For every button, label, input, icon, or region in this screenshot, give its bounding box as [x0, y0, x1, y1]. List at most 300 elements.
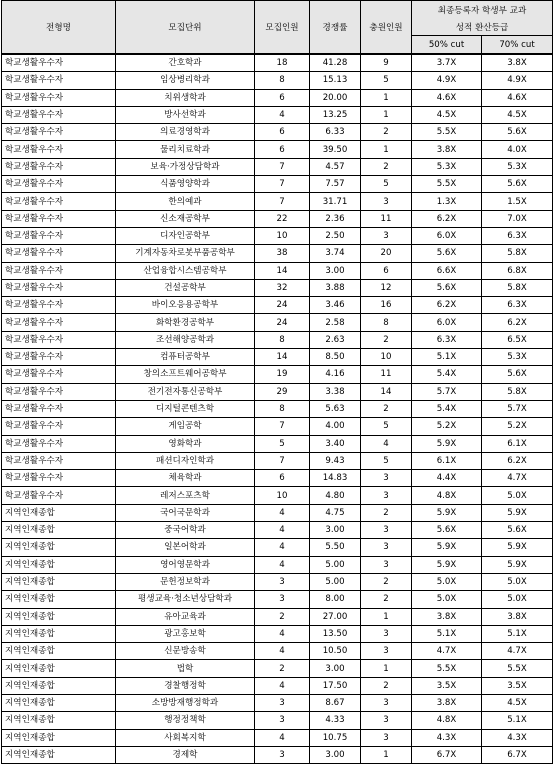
header-grade-group-line2: 성적 환산등급	[412, 18, 553, 36]
cell-quota: 8	[255, 331, 310, 348]
cell-quota: 2	[255, 660, 310, 677]
cell-type: 학교생활우수자	[2, 176, 116, 193]
cell-unit: 영어영문학과	[116, 556, 255, 573]
cell-quota: 2	[255, 608, 310, 625]
cell-cut70: 4.7X	[482, 470, 553, 487]
cell-competition: 4.80	[310, 487, 361, 504]
cell-cut70: 4.5X	[482, 694, 553, 711]
cell-competition: 4.00	[310, 418, 361, 435]
cell-cut50: 1.3X	[412, 193, 482, 210]
cell-type: 학교생활우수자	[2, 349, 116, 366]
cell-cut70: 5.6X	[482, 522, 553, 539]
cell-additional: 2	[361, 591, 412, 608]
cell-cut50: 5.9X	[412, 504, 482, 521]
cell-quota: 10	[255, 487, 310, 504]
cell-cut70: 6.2X	[482, 314, 553, 331]
cell-cut50: 4.8X	[412, 712, 482, 729]
cell-additional: 4	[361, 435, 412, 452]
cell-competition: 10.75	[310, 729, 361, 746]
cell-competition: 5.50	[310, 539, 361, 556]
cell-cut70: 5.7X	[482, 400, 553, 417]
table-row	[2, 522, 553, 539]
cell-cut50: 5.9X	[412, 556, 482, 573]
cell-cut70: 1.5X	[482, 193, 553, 210]
cell-competition: 2.58	[310, 314, 361, 331]
cell-type: 학교생활우수자	[2, 435, 116, 452]
table-row	[2, 158, 553, 175]
cell-unit: 의료경영학과	[116, 124, 255, 141]
table-body	[2, 54, 553, 764]
cell-type: 학교생활우수자	[2, 141, 116, 158]
cell-cut50: 5.3X	[412, 158, 482, 175]
cell-unit: 패션디자인학과	[116, 452, 255, 469]
cell-competition: 3.38	[310, 383, 361, 400]
cell-competition: 3.00	[310, 522, 361, 539]
cell-type: 학교생활우수자	[2, 106, 116, 123]
cell-type: 지역인재종합	[2, 712, 116, 729]
cell-cut70: 5.1X	[482, 712, 553, 729]
table-row	[2, 435, 553, 452]
cell-additional: 3	[361, 470, 412, 487]
cell-cut70: 6.2X	[482, 452, 553, 469]
cell-type: 지역인재종합	[2, 643, 116, 660]
table-row	[2, 712, 553, 729]
cell-type: 학교생활우수자	[2, 193, 116, 210]
header-cut70: 70% cut	[482, 36, 553, 55]
cell-type: 학교생활우수자	[2, 72, 116, 89]
cell-cut70: 6.5X	[482, 331, 553, 348]
cell-additional: 2	[361, 331, 412, 348]
cell-quota: 7	[255, 158, 310, 175]
cell-competition: 17.50	[310, 677, 361, 694]
cell-type: 학교생활우수자	[2, 279, 116, 296]
admission-results-table	[1, 0, 553, 764]
cell-cut50: 6.6X	[412, 262, 482, 279]
table-row	[2, 625, 553, 642]
cell-cut70: 3.5X	[482, 677, 553, 694]
cell-quota: 18	[255, 54, 310, 72]
cell-type: 학교생활우수자	[2, 400, 116, 417]
cell-cut70: 5.6X	[482, 176, 553, 193]
table-row	[2, 556, 553, 573]
cell-unit: 기계자동차로봇부품공학부	[116, 245, 255, 262]
cell-competition: 20.00	[310, 89, 361, 106]
cell-competition: 2.63	[310, 331, 361, 348]
cell-type: 학교생활우수자	[2, 366, 116, 383]
cell-type: 학교생활우수자	[2, 297, 116, 314]
cell-unit: 방사선학과	[116, 106, 255, 123]
cell-competition: 41.28	[310, 54, 361, 72]
cell-cut50: 3.5X	[412, 677, 482, 694]
cell-cut50: 5.5X	[412, 176, 482, 193]
cell-competition: 8.67	[310, 694, 361, 711]
cell-additional: 11	[361, 366, 412, 383]
cell-cut70: 5.8X	[482, 279, 553, 296]
cell-additional: 2	[361, 400, 412, 417]
cell-additional: 1	[361, 141, 412, 158]
cell-cut70: 6.7X	[482, 746, 553, 763]
cell-type: 학교생활우수자	[2, 158, 116, 175]
cell-quota: 5	[255, 435, 310, 452]
table-row	[2, 694, 553, 711]
cell-quota: 29	[255, 383, 310, 400]
cell-unit: 게임공학	[116, 418, 255, 435]
cell-cut50: 3.8X	[412, 694, 482, 711]
table-row	[2, 487, 553, 504]
cell-unit: 보육·가정상담학과	[116, 158, 255, 175]
cell-cut50: 6.3X	[412, 331, 482, 348]
cell-cut70: 5.6X	[482, 124, 553, 141]
cell-unit: 컴퓨터공학부	[116, 349, 255, 366]
cell-unit: 화학환경공학부	[116, 314, 255, 331]
cell-quota: 4	[255, 556, 310, 573]
cell-cut50: 5.1X	[412, 349, 482, 366]
cell-additional: 3	[361, 694, 412, 711]
header-grade-group: 최종등록자 학생부 교과	[412, 1, 553, 19]
cell-unit: 행정정책학	[116, 712, 255, 729]
table-row	[2, 193, 553, 210]
cell-type: 학교생활우수자	[2, 470, 116, 487]
cell-unit: 사회복지학	[116, 729, 255, 746]
table-row	[2, 72, 553, 89]
table-row	[2, 279, 553, 296]
cell-competition: 2.36	[310, 210, 361, 227]
cell-quota: 7	[255, 176, 310, 193]
cell-cut70: 5.1X	[482, 625, 553, 642]
cell-quota: 3	[255, 573, 310, 590]
cell-competition: 2.50	[310, 227, 361, 244]
cell-competition: 10.50	[310, 643, 361, 660]
cell-additional: 1	[361, 660, 412, 677]
cell-cut70: 5.3X	[482, 349, 553, 366]
cell-cut70: 5.8X	[482, 245, 553, 262]
header-additional: 충원인원	[361, 1, 412, 55]
cell-additional: 8	[361, 314, 412, 331]
cell-quota: 3	[255, 712, 310, 729]
table-row	[2, 504, 553, 521]
cell-additional: 3	[361, 193, 412, 210]
cell-unit: 바이오응용공학부	[116, 297, 255, 314]
cell-type: 지역인재종합	[2, 746, 116, 763]
cell-quota: 19	[255, 366, 310, 383]
table-row	[2, 746, 553, 763]
cell-cut50: 4.6X	[412, 89, 482, 106]
cell-unit: 건설공학부	[116, 279, 255, 296]
cell-competition: 3.00	[310, 746, 361, 763]
cell-unit: 문헌정보학과	[116, 573, 255, 590]
cell-additional: 3	[361, 712, 412, 729]
cell-additional: 1	[361, 106, 412, 123]
table-row	[2, 608, 553, 625]
table-row	[2, 141, 553, 158]
cell-unit: 디지털콘텐츠학	[116, 400, 255, 417]
cell-type: 지역인재종합	[2, 591, 116, 608]
table-row	[2, 383, 553, 400]
cell-type: 지역인재종합	[2, 504, 116, 521]
cell-additional: 10	[361, 349, 412, 366]
cell-competition: 5.00	[310, 573, 361, 590]
cell-additional: 3	[361, 487, 412, 504]
cell-cut70: 4.6X	[482, 89, 553, 106]
cell-competition: 27.00	[310, 608, 361, 625]
cell-unit: 유아교육과	[116, 608, 255, 625]
cell-additional: 2	[361, 504, 412, 521]
table-row	[2, 227, 553, 244]
cell-unit: 체육학과	[116, 470, 255, 487]
cell-additional: 3	[361, 643, 412, 660]
cell-type: 지역인재종합	[2, 608, 116, 625]
cell-cut50: 5.6X	[412, 245, 482, 262]
cell-cut70: 6.3X	[482, 297, 553, 314]
table-row	[2, 331, 553, 348]
table-row	[2, 176, 553, 193]
cell-competition: 3.00	[310, 660, 361, 677]
cell-cut50: 3.8X	[412, 141, 482, 158]
table-row	[2, 106, 553, 123]
table-row	[2, 643, 553, 660]
cell-type: 학교생활우수자	[2, 54, 116, 72]
cell-unit: 조선해양공학과	[116, 331, 255, 348]
cell-unit: 치위생학과	[116, 89, 255, 106]
cell-competition: 3.00	[310, 262, 361, 279]
header-cut50: 50% cut	[412, 36, 482, 55]
cell-cut50: 5.9X	[412, 539, 482, 556]
cell-type: 학교생활우수자	[2, 383, 116, 400]
table-row	[2, 366, 553, 383]
cell-additional: 5	[361, 72, 412, 89]
cell-quota: 6	[255, 124, 310, 141]
cell-unit: 소방방재행정학과	[116, 694, 255, 711]
cell-unit: 신소재공학부	[116, 210, 255, 227]
cell-competition: 31.71	[310, 193, 361, 210]
cell-cut70: 4.0X	[482, 141, 553, 158]
cell-quota: 8	[255, 72, 310, 89]
cell-cut70: 7.0X	[482, 210, 553, 227]
cell-type: 학교생활우수자	[2, 331, 116, 348]
cell-unit: 경찰행정학	[116, 677, 255, 694]
cell-type: 학교생활우수자	[2, 210, 116, 227]
cell-quota: 4	[255, 643, 310, 660]
cell-unit: 평생교육·청소년상담학과	[116, 591, 255, 608]
cell-quota: 4	[255, 106, 310, 123]
cell-cut50: 6.2X	[412, 210, 482, 227]
cell-unit: 광고홍보학	[116, 625, 255, 642]
cell-cut50: 4.9X	[412, 72, 482, 89]
cell-unit: 영화학과	[116, 435, 255, 452]
cell-cut50: 5.7X	[412, 383, 482, 400]
cell-additional: 14	[361, 383, 412, 400]
cell-unit: 중국어학과	[116, 522, 255, 539]
cell-quota: 7	[255, 193, 310, 210]
table-row	[2, 245, 553, 262]
cell-type: 학교생활우수자	[2, 452, 116, 469]
cell-competition: 39.50	[310, 141, 361, 158]
cell-unit: 식품영양학과	[116, 176, 255, 193]
cell-unit: 간호학과	[116, 54, 255, 72]
cell-competition: 5.63	[310, 400, 361, 417]
cell-quota: 24	[255, 314, 310, 331]
cell-type: 지역인재종합	[2, 625, 116, 642]
cell-unit: 창의소프트웨어공학부	[116, 366, 255, 383]
cell-additional: 2	[361, 677, 412, 694]
table-row	[2, 349, 553, 366]
table-row	[2, 124, 553, 141]
cell-cut50: 6.2X	[412, 297, 482, 314]
table-row	[2, 400, 553, 417]
cell-unit: 법학	[116, 660, 255, 677]
table-row	[2, 314, 553, 331]
cell-competition: 7.57	[310, 176, 361, 193]
cell-competition: 6.33	[310, 124, 361, 141]
cell-quota: 4	[255, 625, 310, 642]
cell-quota: 6	[255, 141, 310, 158]
cell-cut50: 5.0X	[412, 591, 482, 608]
table-row	[2, 660, 553, 677]
cell-cut50: 5.4X	[412, 400, 482, 417]
cell-quota: 4	[255, 539, 310, 556]
table-row	[2, 54, 553, 72]
cell-competition: 3.46	[310, 297, 361, 314]
cell-type: 지역인재종합	[2, 556, 116, 573]
cell-quota: 6	[255, 470, 310, 487]
cell-cut70: 4.9X	[482, 72, 553, 89]
cell-competition: 4.57	[310, 158, 361, 175]
cell-cut70: 4.7X	[482, 643, 553, 660]
cell-additional: 1	[361, 746, 412, 763]
cell-cut70: 5.0X	[482, 573, 553, 590]
table-row	[2, 539, 553, 556]
table-row	[2, 418, 553, 435]
cell-competition: 4.75	[310, 504, 361, 521]
cell-additional: 3	[361, 625, 412, 642]
cell-cut50: 6.7X	[412, 746, 482, 763]
cell-cut70: 5.9X	[482, 504, 553, 521]
cell-type: 지역인재종합	[2, 694, 116, 711]
cell-quota: 7	[255, 452, 310, 469]
cell-cut50: 6.0X	[412, 227, 482, 244]
cell-cut50: 5.9X	[412, 435, 482, 452]
cell-quota: 14	[255, 262, 310, 279]
cell-type: 지역인재종합	[2, 573, 116, 590]
cell-cut50: 5.1X	[412, 625, 482, 642]
cell-type: 학교생활우수자	[2, 245, 116, 262]
table-row	[2, 262, 553, 279]
cell-additional: 5	[361, 176, 412, 193]
cell-additional: 12	[361, 279, 412, 296]
cell-cut50: 5.0X	[412, 573, 482, 590]
table-row	[2, 591, 553, 608]
cell-competition: 9.43	[310, 452, 361, 469]
cell-quota: 38	[255, 245, 310, 262]
table-row	[2, 297, 553, 314]
cell-cut50: 5.6X	[412, 522, 482, 539]
cell-cut50: 3.8X	[412, 608, 482, 625]
cell-cut50: 4.7X	[412, 643, 482, 660]
cell-additional: 16	[361, 297, 412, 314]
cell-cut70: 5.6X	[482, 366, 553, 383]
cell-competition: 3.74	[310, 245, 361, 262]
cell-type: 지역인재종합	[2, 522, 116, 539]
cell-quota: 3	[255, 694, 310, 711]
cell-additional: 3	[361, 556, 412, 573]
cell-additional: 3	[361, 729, 412, 746]
cell-cut50: 4.3X	[412, 729, 482, 746]
cell-additional: 3	[361, 522, 412, 539]
table-row	[2, 677, 553, 694]
cell-cut50: 5.6X	[412, 279, 482, 296]
cell-additional: 2	[361, 573, 412, 590]
cell-quota: 4	[255, 677, 310, 694]
cell-additional: 3	[361, 539, 412, 556]
cell-competition: 4.16	[310, 366, 361, 383]
cell-cut70: 5.9X	[482, 539, 553, 556]
header-quota: 모집인원	[255, 1, 310, 55]
cell-unit: 임상병리학과	[116, 72, 255, 89]
table-row	[2, 210, 553, 227]
cell-additional: 6	[361, 262, 412, 279]
cell-quota: 7	[255, 418, 310, 435]
cell-additional: 5	[361, 418, 412, 435]
cell-competition: 8.00	[310, 591, 361, 608]
cell-type: 학교생활우수자	[2, 418, 116, 435]
header-competition: 경쟁률	[310, 1, 361, 55]
cell-cut70: 5.0X	[482, 591, 553, 608]
cell-quota: 22	[255, 210, 310, 227]
cell-cut70: 5.3X	[482, 158, 553, 175]
cell-additional: 5	[361, 452, 412, 469]
cell-unit: 레저스포츠학	[116, 487, 255, 504]
cell-unit: 산업융합시스템공학부	[116, 262, 255, 279]
header-unit: 모집단위	[116, 1, 255, 55]
cell-type: 학교생활우수자	[2, 262, 116, 279]
cell-unit: 전기전자통신공학부	[116, 383, 255, 400]
cell-additional: 20	[361, 245, 412, 262]
cell-type: 지역인재종합	[2, 729, 116, 746]
cell-type: 학교생활우수자	[2, 89, 116, 106]
cell-cut50: 3.7X	[412, 54, 482, 72]
cell-type: 학교생활우수자	[2, 487, 116, 504]
cell-unit: 물리치료학과	[116, 141, 255, 158]
table-row	[2, 452, 553, 469]
cell-cut50: 5.5X	[412, 124, 482, 141]
cell-quota: 3	[255, 746, 310, 763]
cell-cut70: 4.3X	[482, 729, 553, 746]
cell-additional: 9	[361, 54, 412, 72]
table-header	[2, 1, 553, 55]
cell-cut50: 5.4X	[412, 366, 482, 383]
cell-quota: 14	[255, 349, 310, 366]
cell-cut50: 6.1X	[412, 452, 482, 469]
cell-cut70: 5.5X	[482, 660, 553, 677]
header-type: 전형명	[2, 1, 116, 55]
cell-cut50: 4.4X	[412, 470, 482, 487]
admission-results-table-container	[1, 0, 553, 764]
cell-quota: 4	[255, 522, 310, 539]
cell-competition: 3.40	[310, 435, 361, 452]
cell-additional: 3	[361, 227, 412, 244]
cell-competition: 8.50	[310, 349, 361, 366]
cell-cut50: 4.5X	[412, 106, 482, 123]
cell-additional: 1	[361, 608, 412, 625]
cell-quota: 8	[255, 400, 310, 417]
cell-competition: 13.25	[310, 106, 361, 123]
cell-unit: 일본어학과	[116, 539, 255, 556]
cell-cut70: 5.8X	[482, 383, 553, 400]
cell-cut50: 6.0X	[412, 314, 482, 331]
cell-cut70: 6.3X	[482, 227, 553, 244]
table-row	[2, 470, 553, 487]
cell-quota: 3	[255, 591, 310, 608]
